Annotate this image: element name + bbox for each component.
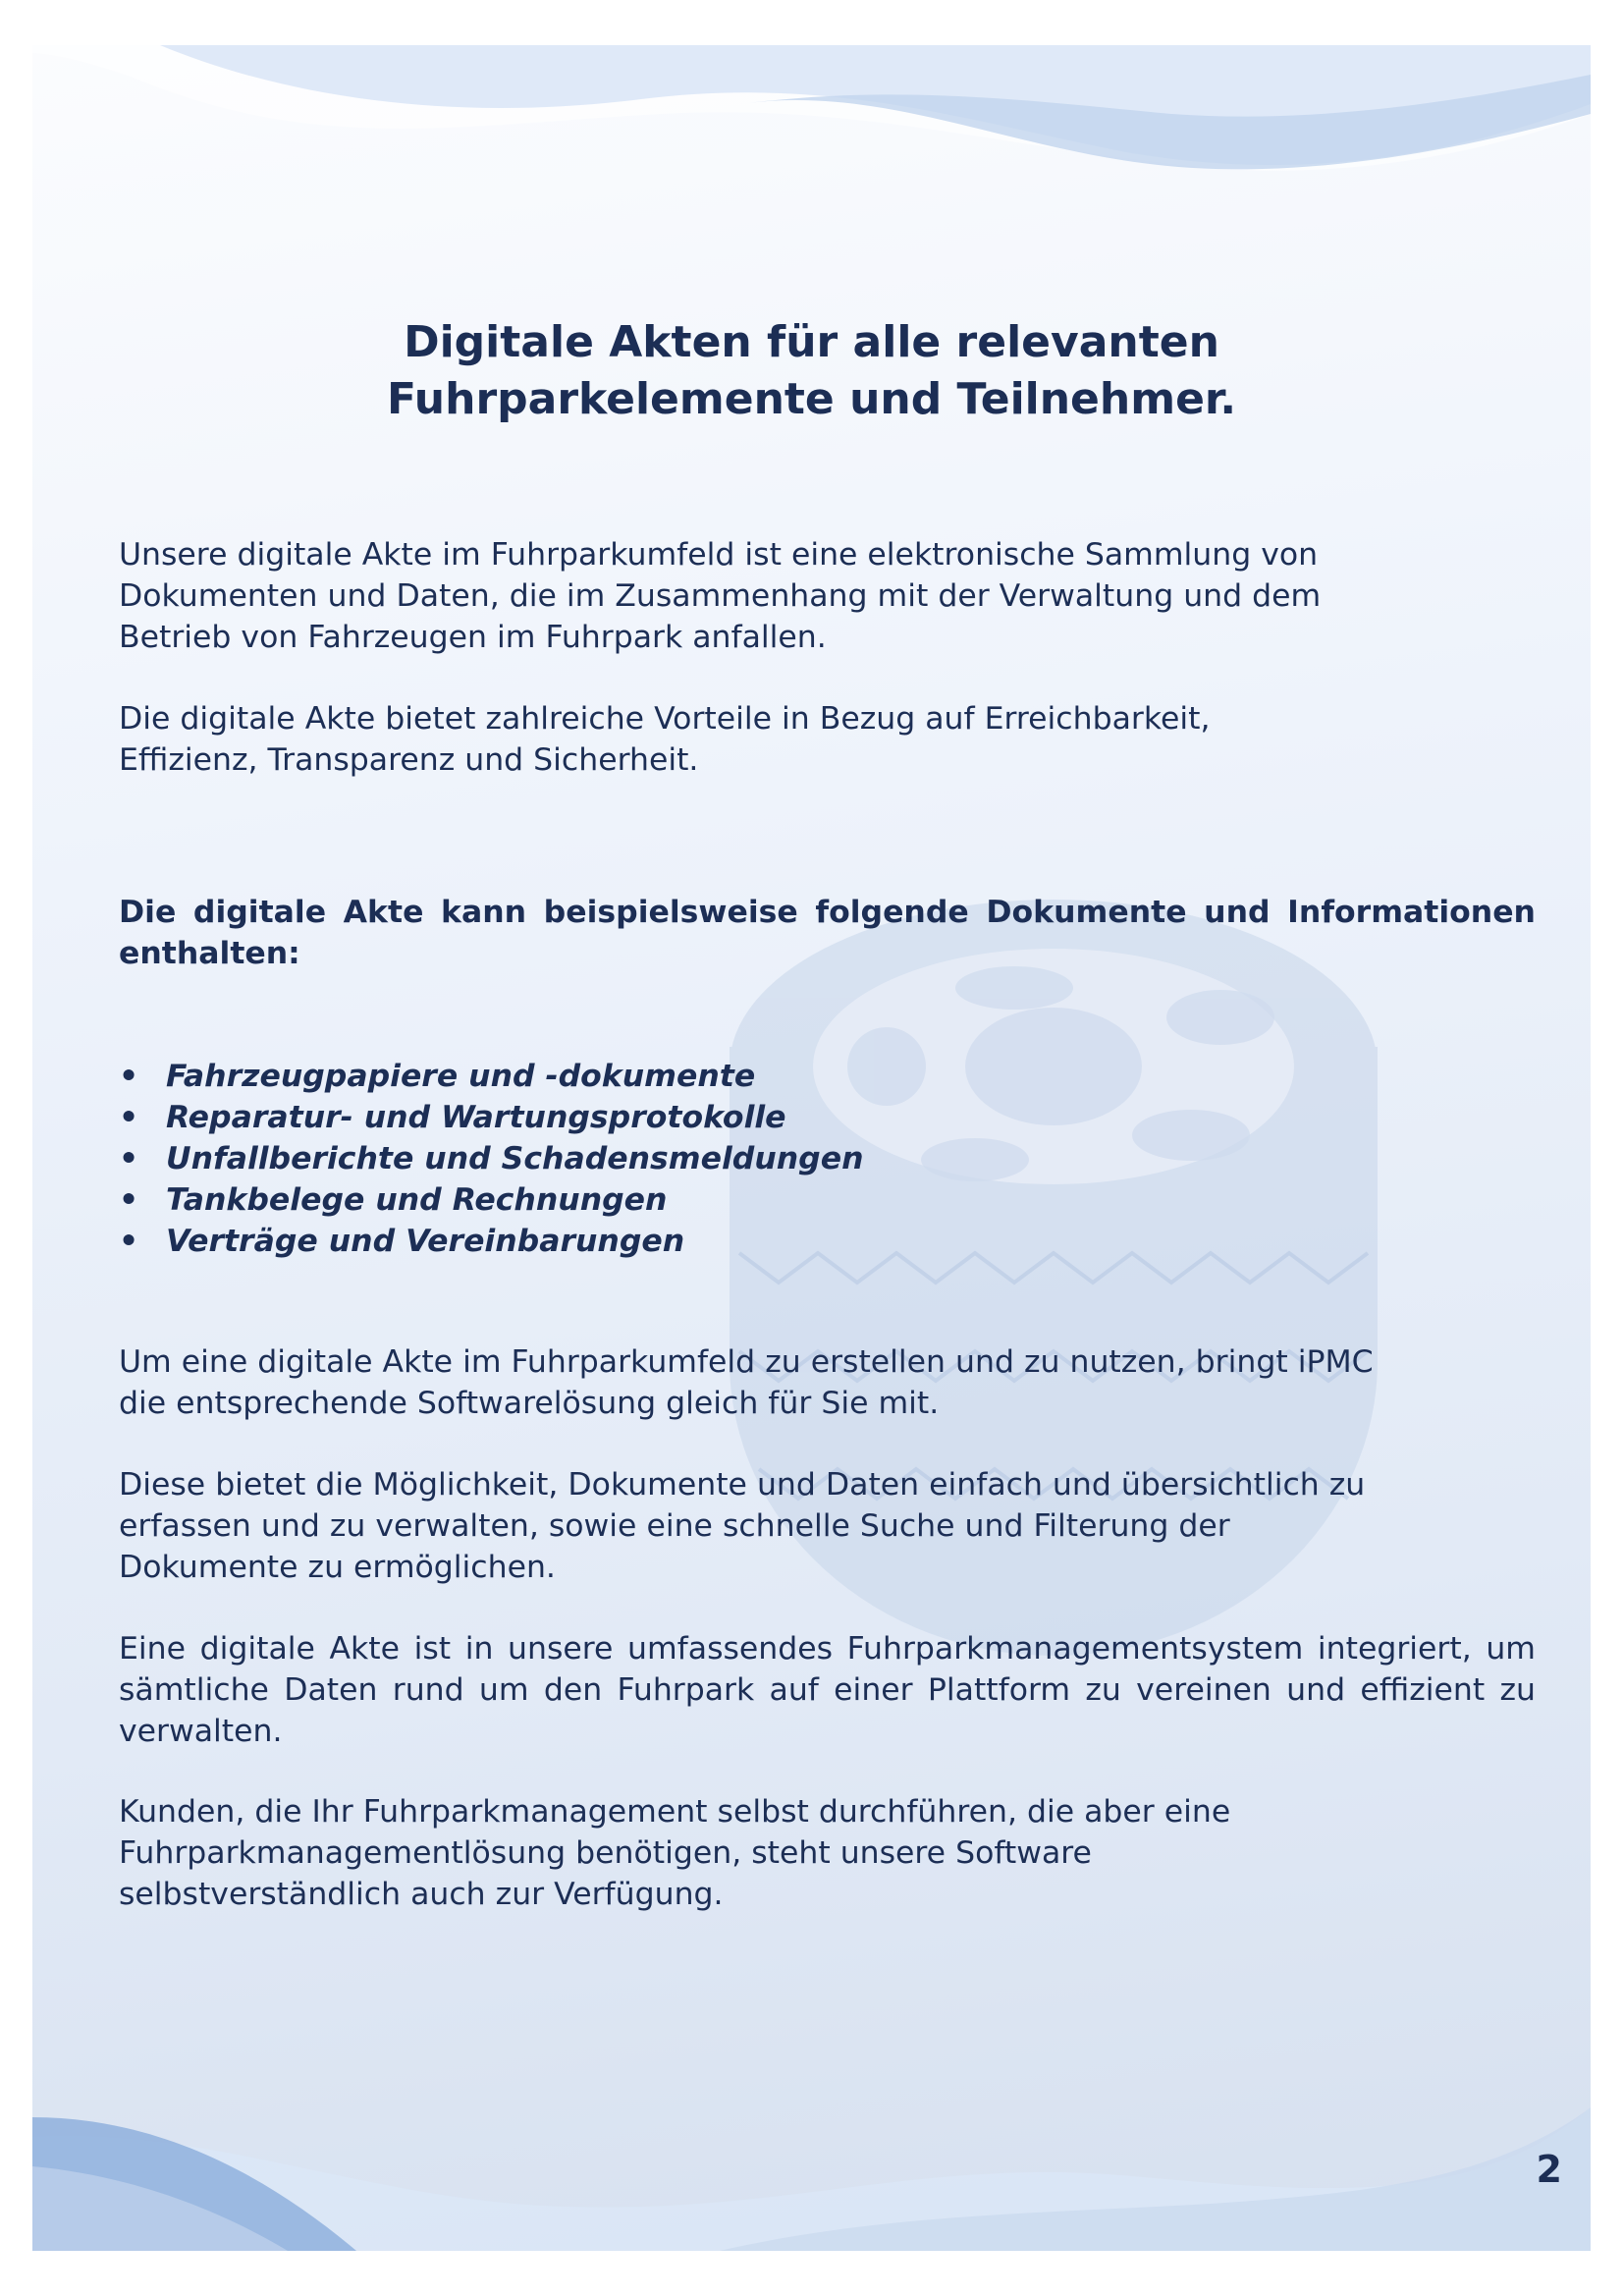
list-item-label: Fahrzeugpapiere und -dokumente <box>166 1059 756 1094</box>
body-paragraph-6 <box>119 1791 1536 1915</box>
intro-section <box>119 534 1536 658</box>
intro-paragraph-2 <box>119 698 1536 781</box>
list-item-label: Verträge und Vereinbarungen <box>166 1224 685 1259</box>
bullet-icon: • <box>119 1141 139 1176</box>
page-title <box>32 314 1591 428</box>
list-item <box>119 1221 1536 1262</box>
list-item-label: Reparatur- und Wartungsprotokolle <box>166 1100 786 1135</box>
text-line: Betrieb von Fahrzeugen im Fuhrpark anfallen. <box>119 620 827 655</box>
list-intro: Die digitale Akte kann beispielsweise folgende Dokumente und Informationen enthalten: <box>119 895 1536 971</box>
body-section-2 <box>119 1464 1536 1588</box>
text-line: Kunden, die Ihr Fuhrparkmanagement selbst durchführen, die aber eine <box>119 1794 1231 1830</box>
document-list-section <box>119 1056 1536 1262</box>
text-line: selbstverständlich auch zur Verfügung. <box>119 1877 724 1912</box>
document-page <box>32 45 1591 2251</box>
bullet-icon: • <box>119 1182 139 1218</box>
body-paragraph-3 <box>119 1341 1536 1424</box>
bullet-icon: • <box>119 1059 139 1094</box>
text-line: Um eine digitale Akte im Fuhrparkumfeld zu erstellen und zu nutzen, bringt iPMC <box>119 1344 1374 1380</box>
body-section-3 <box>119 1628 1536 1752</box>
text-line: erfassen und zu verwalten, sowie eine schnelle Suche und Filterung der <box>119 1508 1230 1544</box>
intro-paragraph-1 <box>119 534 1536 658</box>
list-item <box>119 1179 1536 1221</box>
list-item <box>119 1056 1536 1097</box>
list-item-label: Tankbelege und Rechnungen <box>166 1182 668 1218</box>
text-line: Unsere digitale Akte im Fuhrparkumfeld ist eine elektronische Sammlung von <box>119 537 1319 573</box>
body-section-4 <box>119 1791 1536 1915</box>
text-line: Die digitale Akte bietet zahlreiche Vorteile in Bezug auf Erreichbarkeit, <box>119 701 1211 737</box>
list-intro-section <box>119 892 1536 974</box>
text-line: Effizienz, Transparenz und Sicherheit. <box>119 742 699 778</box>
list-item <box>119 1097 1536 1138</box>
body-section-1 <box>119 1341 1536 1424</box>
text-line: Fuhrparkmanagementlösung benötigen, steht unsere Software <box>119 1835 1092 1871</box>
bullet-icon: • <box>119 1224 139 1259</box>
body-paragraph-4 <box>119 1464 1536 1588</box>
bullet-icon: • <box>119 1100 139 1135</box>
list-item-label: Unfallberichte und Schadensmeldungen <box>166 1141 864 1176</box>
document-list <box>119 1056 1536 1262</box>
text-line: Dokumenten und Daten, die im Zusammenhang mit der Verwaltung und dem <box>119 578 1322 614</box>
title-line-1: Digitale Akten für alle relevanten <box>404 317 1219 367</box>
list-item <box>119 1138 1536 1179</box>
intro-section-2 <box>119 698 1536 781</box>
text-line: Dokumente zu ermöglichen. <box>119 1550 556 1585</box>
title-line-2: Fuhrparkelemente und Teilnehmer. <box>386 374 1237 424</box>
text-line: Diese bietet die Möglichkeit, Dokumente und Daten einfach und übersichtlich zu <box>119 1467 1366 1503</box>
body-paragraph-5: Eine digitale Akte ist in unsere umfassendes Fuhrparkmanagementsystem integriert, um sämtliche Daten rund um den Fuhrpark auf einer Plattform zu vereinen und effizient zu verwalten. <box>119 1631 1536 1749</box>
page-number: 2 <box>1536 2148 1562 2191</box>
text-line: die entsprechende Softwarelösung gleich für Sie mit. <box>119 1386 940 1421</box>
